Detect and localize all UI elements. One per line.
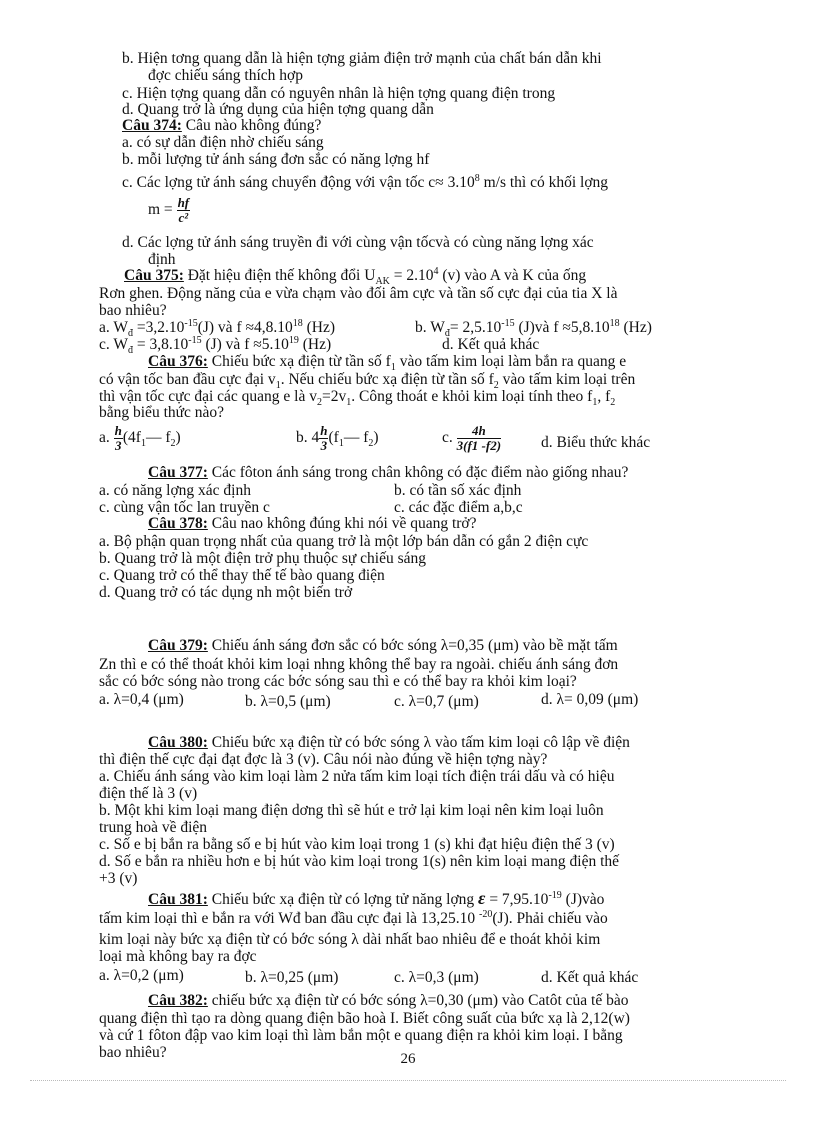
text-line [99,388,616,409]
answer-c: c. λ=0,3 (μm) [394,969,479,986]
denominator: 3(f1 -f2) [456,438,502,453]
line-part: (Hz) [619,319,652,336]
text-line [99,931,600,948]
superscript: -15 [188,334,202,346]
numerator: h [114,423,122,438]
numerator: h [320,423,328,438]
text-line: định [148,251,176,268]
text-line: b. mỗi lượng tử ánh sáng đơn sắc có năng lợng hf [122,151,430,168]
epsilon-symbol: ε [478,888,486,908]
line-part: =3,2.10 [132,319,185,336]
answer-d: d. Quang trở có tác dụng nh một biến trở [99,584,353,601]
line-part: ) [373,429,379,447]
text-line: loại mà không bay ra đợc [99,948,257,965]
formula-line [148,196,190,225]
question-label: Câu 382: [148,992,208,1009]
line-part: (J)và f ≈5,8.10 [514,319,610,336]
answer-d: d. λ= 0,09 (μm) [541,691,639,708]
text-line: Rơn ghen. Động năng của e vừa chạm vào đối âm cực và tần số cực đại của tia X là [99,285,618,302]
subscript: 1 [592,397,598,409]
text-line: bao nhiêu? [99,1044,167,1061]
line-part: (Hz) [298,336,332,353]
page-number: 26 [400,1051,416,1067]
question-label: Câu 376: [148,353,208,370]
question-label: Câu 374: [122,117,182,134]
text-line [99,910,608,927]
text-line: +3 (v) [99,870,138,887]
text-line: điện thế là 3 (v) [99,785,198,802]
answer-b: b. Quang trở là một điện trở phụ thuộc sự chiếu sáng [99,550,426,567]
answer-b [296,424,379,453]
line-part: Chiếu ánh sáng đơn sắc có bớc sóng [207,637,441,654]
answer-d: d. Kết quả khác [541,969,639,986]
text-line: d. Quang trở là ứng dụng của hiện tợng quang dẫn [122,101,434,118]
answer-d: d. Kết quả khác [442,336,540,353]
text-line: bằng biểu thức nào? [99,404,225,421]
line-part: thì vận tốc cực đại các quang e là v [99,388,317,405]
subscript: 2 [170,438,176,450]
page-footer-divider [30,1080,786,1082]
line-part: , f [597,388,611,405]
answer-b: b. Một khi kim loại mang điện dơng thì sẽ hút e trở lại kim loại nên kim loại luôn [99,802,604,819]
line-part: c. W [99,336,128,353]
question-380 [148,734,630,751]
superscript: 19 [288,334,299,346]
superscript: 18 [292,317,303,329]
formula-prefix: m = [148,201,173,219]
line-part: b. 4 [296,429,320,447]
line-part: a. W [99,319,128,336]
subscript: 1 [346,397,352,409]
question-text: Câu nao không đúng khi nói về quang trở? [207,515,477,532]
answer-a [99,424,181,453]
line-part: Chiếu bức xạ điện từ có bớc sóng [207,734,424,751]
text-line: b. Hiện tơng quang dẫn là hiện tợng giảm điện trở mạnh của chất bán dẫn khi [122,50,602,67]
text-line: đợc chiếu sáng thích hợp [148,67,303,84]
text-line: Zn thì e có thể thoát khỏi kim loại nhng không thể bay ra ngoài. chiếu ánh sáng đơn [99,656,619,673]
superscript: 4 [433,265,439,277]
line-part: a. [99,429,110,447]
answer-d: c. các đặc điểm a,b,c [394,499,523,516]
superscript: -15 [184,317,198,329]
line-part: vào tấm kim loại làm bắn ra quang e [395,353,627,370]
question-text: Các fôton ánh sáng trong chân không có đặc điểm nào giống nhau? [207,464,629,481]
numerator: hf [177,195,190,210]
text-line [122,174,608,191]
subscript: 2 [368,438,374,450]
question-374 [122,117,321,134]
fraction-4h [457,424,501,453]
answer-c: c. cùng vận tốc lan truyền c [99,499,270,516]
answer-d: d. Biểu thức khác [541,434,651,451]
line-part: = 2,5.10 [449,319,502,336]
text-line: c. Hiện tợng quang dẫn có nguyên nhân là hiện tợng quang điện trong [122,85,556,102]
line-part: . Công thoát e khỏi kim loại tính theo f [351,388,593,405]
line-part: =2v [321,388,347,405]
line-part: (J) và f ≈4,8.10 [197,319,293,336]
line-part: λ [351,931,359,948]
line-part: λ=0,35 (μm) [440,637,519,654]
answer-a: a. λ=0,2 (μm) [99,967,184,984]
answer-b: b. λ=0,25 (μm) [245,969,339,986]
line-part: Chiếu bức xạ điện từ tần số f [207,353,391,370]
line-part: . Nếu chiếu bức xạ điện từ tần số f [280,371,494,388]
text-line: và cứ 1 fôton đập vao kim loại thì làm bắn một e quang điện ra khỏi kim loại. I bằng [99,1027,623,1044]
line-part: vào tấm kim loại trên [498,371,636,388]
fraction-hf-c2 [177,196,191,225]
denominator: c² [178,210,189,225]
question-text: Câu nào không đúng? [181,117,322,134]
answer-a: a. có năng lợng xác định [99,482,251,499]
subscript: đ [444,328,450,340]
question-377 [148,464,628,481]
line-part: (f [328,429,339,447]
line-part: Đặt hiệu điện thế không đổi U [183,267,376,284]
line-part: tấm kim loại thì e bắn ra với Wđ ban đầu cực đại là 13,25.10 [99,910,480,927]
line-part: có vận tốc ban đầu cực đại v [99,371,276,388]
question-379 [148,637,618,654]
line-part: dài nhất bao nhiêu để e thoát khỏi kim [358,931,601,948]
answer-a: a. λ=0,4 (μm) [99,691,184,708]
question-label: Câu 379: [148,637,208,654]
subscript: 1 [338,438,344,450]
subscript: đ [127,345,133,357]
question-381 [148,890,604,908]
subscript: đ [127,328,133,340]
line-part: m/s thì có khối lợng [479,174,609,191]
answer-d: d. Số e bắn ra nhiều hơn e bị hút vào kim loại trong 1(s) nên kim loại mang điện thế [99,853,620,870]
subscript: 1 [140,438,146,450]
text-line: bao nhiêu? [99,302,167,319]
numerator: 4h [457,424,501,439]
superscript: -19 [548,889,562,901]
line-part: (Hz) [302,319,336,336]
question-label: Câu 378: [148,515,208,532]
subscript: 2 [316,397,322,409]
line-part: λ [423,734,432,751]
answer-b: b. có tần số xác định [394,482,522,499]
question-label: Câu 377: [148,464,208,481]
question-label: Câu 380: [148,734,208,751]
line-part: c. [442,429,453,447]
denominator: 3 [320,438,328,453]
line-part: chiếu bức xạ điện từ có bớc sóng [207,992,421,1009]
text-line [99,371,636,392]
text-line: thì điện thế cực đại đạt đợc là 3 (v). Câu nói nào đúng về hiện tợng này? [99,751,548,768]
line-part: b. W [415,319,445,336]
answer-c [99,334,332,357]
superscript: -20 [479,908,493,920]
answer-b [415,317,652,340]
line-part: Chiếu bức xạ điện từ có lợng tử năng lợng [207,891,479,908]
text-line: d. Các lợng tử ánh sáng truyền đi với cùng vận tốcvà có cùng năng lợng xác [122,234,594,251]
line-part: c. Các lợng tử ánh sáng chuyển động với vận tốc c≈ 3.10 [122,174,475,191]
line-part: = 2.10 [389,267,434,284]
line-part: vào tấm kim loại cô lập về điện [431,734,630,751]
answer-c [442,424,501,453]
line-part: vào Catôt của tế bào [498,992,629,1009]
subscript: 1 [275,380,281,392]
line-part: vào bề mặt tấm [518,637,618,654]
line-part: — f [343,429,369,447]
answer-b: b. λ=0,5 (μm) [245,693,331,710]
line-part: λ=0,30 (μm) [420,992,499,1009]
line-part: (J)vào [561,891,605,908]
superscript: 18 [609,317,620,329]
line-part: kim loại này bức xạ điện từ có bớc sóng [99,931,352,948]
line-part: (J). Phải chiếu vào [492,910,608,927]
line-part: — f [145,429,171,447]
denominator: 3 [115,438,122,453]
line-part: (4f [122,429,141,447]
line-part: (v) vào A và K của ống [438,267,587,284]
subscript: 2 [610,397,616,409]
answer-a: a. Bộ phận quan trọng nhất của quang trở là một lớp bán dẫn có gắn 2 điện cực [99,533,589,550]
question-375 [124,265,587,288]
text-line: trung hoà về điện [99,819,208,836]
subscript: 1 [390,362,396,374]
subscript: 2 [493,380,499,392]
question-376 [148,353,627,374]
superscript: 8 [474,172,480,184]
question-label: Câu 375: [124,267,184,284]
line-part: ) [175,429,181,447]
text-line: sắc có bớc sóng nào trong các bớc sóng sau thì e có thể bay ra khỏi kim loại? [99,673,577,690]
superscript: -15 [501,317,515,329]
question-378 [148,515,477,532]
answer-a: a. Chiếu ánh sáng vào kim loại làm 2 nửa tấm kim loại tích điện trái dấu và có hiệu [99,768,615,785]
answer-c: c. Quang trở có thể thay thế tế bào quang điện [99,567,385,584]
line-part: = 3,8.10 [132,336,189,353]
answer-c: c. λ=0,7 (μm) [394,693,479,710]
line-part: (J) và f ≈5.10 [201,336,289,353]
question-label: Câu 381: [148,891,208,908]
subscript: AK [375,276,390,288]
text-line: quang điện thì tạo ra dòng quang điện bão hoà I. Biết công suất của bức xạ là 2,12(w) [99,1010,630,1027]
line-part: = 7,95.10 [485,891,549,908]
answer-c: c. Số e bị bắn ra bằng số e bị hút vào kim loại trong 1 (s) khi đạt hiệu điện thế 3 (v) [99,836,615,853]
question-382 [148,992,628,1009]
text-line: a. có sự dẫn điện nhờ chiếu sáng [122,134,324,151]
fraction-h-3 [114,424,123,453]
